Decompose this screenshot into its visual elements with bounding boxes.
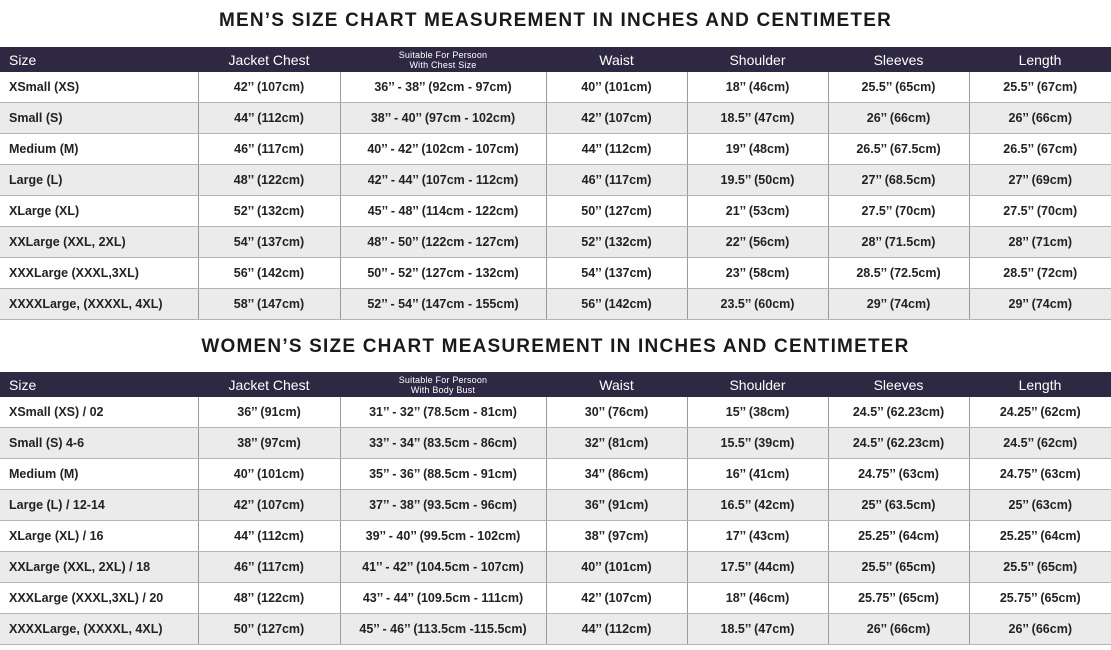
women-cell-size: Medium (M) (0, 459, 198, 490)
women-cell-jacket-chest: 44’’ (112cm) (198, 521, 340, 552)
women-cell-waist: 44’’ (112cm) (546, 614, 687, 645)
table-row (0, 552, 1111, 583)
women-cell-jacket-chest: 46’’ (117cm) (198, 552, 340, 583)
men-cell-length: 29’’ (74cm) (969, 289, 1111, 320)
women-header-suitable-line1: Suitable For Persoon (398, 374, 488, 385)
women-cell-length: 24.5’’ (62cm) (969, 428, 1111, 459)
women-header-size: Size (0, 372, 198, 397)
men-cell-waist: 54’’ (137cm) (546, 258, 687, 289)
women-cell-suitable: 41’’ - 42’’ (104.5cm - 107cm) (340, 552, 546, 583)
women-cell-size: Small (S) 4-6 (0, 428, 198, 459)
table-row (0, 397, 1111, 428)
men-header-suitable-line1: Suitable For Persoon (398, 49, 488, 60)
men-cell-sleeves: 28’’ (71.5cm) (828, 227, 969, 258)
women-cell-shoulder: 16’’ (41cm) (687, 459, 828, 490)
women-cell-shoulder: 16.5’’ (42cm) (687, 490, 828, 521)
women-cell-waist: 36’’ (91cm) (546, 490, 687, 521)
women-cell-jacket-chest: 40’’ (101cm) (198, 459, 340, 490)
table-row (0, 103, 1111, 134)
table-row (0, 134, 1111, 165)
men-cell-jacket-chest: 42’’ (107cm) (198, 72, 340, 103)
table-row (0, 165, 1111, 196)
women-cell-size: XLarge (XL) / 16 (0, 521, 198, 552)
women-cell-waist: 42’’ (107cm) (546, 583, 687, 614)
men-cell-waist: 40’’ (101cm) (546, 72, 687, 103)
women-cell-jacket-chest: 36’’ (91cm) (198, 397, 340, 428)
table-row (0, 459, 1111, 490)
men-cell-jacket-chest: 54’’ (137cm) (198, 227, 340, 258)
women-cell-length: 24.25’’ (62cm) (969, 397, 1111, 428)
women-header-waist: Waist (546, 372, 687, 397)
table-row (0, 614, 1111, 645)
women-cell-waist: 32’’ (81cm) (546, 428, 687, 459)
women-cell-sleeves: 25.5’’ (65cm) (828, 552, 969, 583)
women-cell-waist: 34’’ (86cm) (546, 459, 687, 490)
men-cell-size: XLarge (XL) (0, 196, 198, 227)
women-cell-waist: 40’’ (101cm) (546, 552, 687, 583)
women-cell-length: 25.5’’ (65cm) (969, 552, 1111, 583)
men-cell-suitable: 36’’ - 38’’ (92cm - 97cm) (340, 72, 546, 103)
women-cell-shoulder: 15.5’’ (39cm) (687, 428, 828, 459)
men-header-row (0, 47, 1111, 72)
table-row (0, 289, 1111, 320)
men-cell-jacket-chest: 52’’ (132cm) (198, 196, 340, 227)
men-cell-length: 25.5’’ (67cm) (969, 72, 1111, 103)
women-header-shoulder: Shoulder (687, 372, 828, 397)
men-cell-suitable: 52’’ - 54’’ (147cm - 155cm) (340, 289, 546, 320)
women-cell-size: XXLarge (XXL, 2XL) / 18 (0, 552, 198, 583)
women-cell-waist: 38’’ (97cm) (546, 521, 687, 552)
men-cell-length: 28.5’’ (72cm) (969, 258, 1111, 289)
women-cell-size: XXXXLarge, (XXXXL, 4XL) (0, 614, 198, 645)
men-cell-shoulder: 19.5’’ (50cm) (687, 165, 828, 196)
women-cell-sleeves: 24.75’’ (63cm) (828, 459, 969, 490)
women-cell-suitable: 33’’ - 34’’ (83.5cm - 86cm) (340, 428, 546, 459)
women-cell-sleeves: 24.5’’ (62.23cm) (828, 397, 969, 428)
men-cell-size: XSmall (XS) (0, 72, 198, 103)
women-cell-length: 25.75’’ (65cm) (969, 583, 1111, 614)
women-header-suitable (340, 372, 546, 397)
men-header-length: Length (969, 47, 1111, 72)
women-cell-sleeves: 25’’ (63.5cm) (828, 490, 969, 521)
women-cell-sleeves: 25.75’’ (65cm) (828, 583, 969, 614)
women-cell-length: 25’’ (63cm) (969, 490, 1111, 521)
men-cell-shoulder: 18’’ (46cm) (687, 72, 828, 103)
table-row (0, 72, 1111, 103)
men-cell-length: 27.5’’ (70cm) (969, 196, 1111, 227)
women-cell-shoulder: 17.5’’ (44cm) (687, 552, 828, 583)
women-cell-suitable: 35’’ - 36’’ (88.5cm - 91cm) (340, 459, 546, 490)
men-cell-jacket-chest: 48’’ (122cm) (198, 165, 340, 196)
men-cell-waist: 56’’ (142cm) (546, 289, 687, 320)
men-cell-shoulder: 19’’ (48cm) (687, 134, 828, 165)
women-header-row (0, 372, 1111, 397)
table-row (0, 428, 1111, 459)
women-header-suitable-line2: With Body Bust (410, 384, 476, 395)
men-cell-size: XXXLarge (XXXL,3XL) (0, 258, 198, 289)
men-header-suitable (340, 47, 546, 72)
men-table-body (0, 72, 1111, 320)
women-chart-title: WOMEN’S SIZE CHART MEASUREMENT IN INCHES AND CENTIMETER (201, 336, 910, 357)
women-header-length: Length (969, 372, 1111, 397)
men-header-jacket-chest: Jacket Chest (198, 47, 340, 72)
women-cell-shoulder: 15’’ (38cm) (687, 397, 828, 428)
men-cell-size: Large (L) (0, 165, 198, 196)
men-cell-suitable: 50’’ - 52’’ (127cm - 132cm) (340, 258, 546, 289)
women-cell-length: 25.25’’ (64cm) (969, 521, 1111, 552)
men-cell-waist: 42’’ (107cm) (546, 103, 687, 134)
men-cell-suitable: 45’’ - 48’’ (114cm - 122cm) (340, 196, 546, 227)
men-header-shoulder: Shoulder (687, 47, 828, 72)
women-cell-jacket-chest: 48’’ (122cm) (198, 583, 340, 614)
women-cell-suitable: 37’’ - 38’’ (93.5cm - 96cm) (340, 490, 546, 521)
women-cell-jacket-chest: 42’’ (107cm) (198, 490, 340, 521)
men-cell-sleeves: 25.5’’ (65cm) (828, 72, 969, 103)
men-cell-shoulder: 18.5’’ (47cm) (687, 103, 828, 134)
men-cell-length: 26.5’’ (67cm) (969, 134, 1111, 165)
women-cell-waist: 30’’ (76cm) (546, 397, 687, 428)
men-cell-jacket-chest: 56’’ (142cm) (198, 258, 340, 289)
men-cell-suitable: 48’’ - 50’’ (122cm - 127cm) (340, 227, 546, 258)
men-cell-size: XXXXLarge, (XXXXL, 4XL) (0, 289, 198, 320)
men-cell-waist: 44’’ (112cm) (546, 134, 687, 165)
men-cell-waist: 50’’ (127cm) (546, 196, 687, 227)
women-cell-length: 26’’ (66cm) (969, 614, 1111, 645)
women-size-table (0, 372, 1111, 645)
women-cell-jacket-chest: 50’’ (127cm) (198, 614, 340, 645)
women-cell-length: 24.75’’ (63cm) (969, 459, 1111, 490)
men-cell-jacket-chest: 58’’ (147cm) (198, 289, 340, 320)
men-cell-waist: 46’’ (117cm) (546, 165, 687, 196)
men-cell-suitable: 38’’ - 40’’ (97cm - 102cm) (340, 103, 546, 134)
women-cell-sleeves: 26’’ (66cm) (828, 614, 969, 645)
women-cell-shoulder: 18’’ (46cm) (687, 583, 828, 614)
women-cell-size: Large (L) / 12-14 (0, 490, 198, 521)
table-row (0, 583, 1111, 614)
men-cell-shoulder: 21’’ (53cm) (687, 196, 828, 227)
men-cell-sleeves: 28.5’’ (72.5cm) (828, 258, 969, 289)
table-row (0, 258, 1111, 289)
men-chart-title: MEN’S SIZE CHART MEASUREMENT IN INCHES AND CENTIMETER (218, 10, 893, 31)
women-cell-size: XSmall (XS) / 02 (0, 397, 198, 428)
women-cell-sleeves: 24.5’’ (62.23cm) (828, 428, 969, 459)
men-header-waist: Waist (546, 47, 687, 72)
men-cell-waist: 52’’ (132cm) (546, 227, 687, 258)
men-cell-shoulder: 23’’ (58cm) (687, 258, 828, 289)
women-cell-suitable: 45’’ - 46’’ (113.5cm -115.5cm) (340, 614, 546, 645)
men-cell-jacket-chest: 46’’ (117cm) (198, 134, 340, 165)
men-size-table (0, 47, 1111, 320)
women-header-sleeves: Sleeves (828, 372, 969, 397)
men-header-suitable-line2: With Chest Size (409, 59, 477, 70)
women-table-body (0, 397, 1111, 645)
women-cell-suitable: 43’’ - 44’’ (109.5cm - 111cm) (340, 583, 546, 614)
men-cell-length: 27’’ (69cm) (969, 165, 1111, 196)
women-cell-jacket-chest: 38’’ (97cm) (198, 428, 340, 459)
women-cell-suitable: 31’’ - 32’’ (78.5cm - 81cm) (340, 397, 546, 428)
men-cell-sleeves: 26’’ (66cm) (828, 103, 969, 134)
men-cell-shoulder: 22’’ (56cm) (687, 227, 828, 258)
women-header-jacket-chest: Jacket Chest (198, 372, 340, 397)
men-cell-suitable: 40’’ - 42’’ (102cm - 107cm) (340, 134, 546, 165)
women-cell-shoulder: 17’’ (43cm) (687, 521, 828, 552)
men-cell-sleeves: 27’’ (68.5cm) (828, 165, 969, 196)
men-cell-sleeves: 27.5’’ (70cm) (828, 196, 969, 227)
table-row (0, 227, 1111, 258)
men-header-sleeves: Sleeves (828, 47, 969, 72)
women-cell-size: XXXLarge (XXXL,3XL) / 20 (0, 583, 198, 614)
table-row (0, 521, 1111, 552)
men-cell-size: Small (S) (0, 103, 198, 134)
men-cell-sleeves: 26.5’’ (67.5cm) (828, 134, 969, 165)
men-cell-jacket-chest: 44’’ (112cm) (198, 103, 340, 134)
men-cell-suitable: 42’’ - 44’’ (107cm - 112cm) (340, 165, 546, 196)
table-row (0, 196, 1111, 227)
women-cell-shoulder: 18.5’’ (47cm) (687, 614, 828, 645)
men-cell-size: XXLarge (XXL, 2XL) (0, 227, 198, 258)
women-cell-sleeves: 25.25’’ (64cm) (828, 521, 969, 552)
men-cell-sleeves: 29’’ (74cm) (828, 289, 969, 320)
women-cell-suitable: 39’’ - 40’’ (99.5cm - 102cm) (340, 521, 546, 552)
men-cell-length: 26’’ (66cm) (969, 103, 1111, 134)
table-row (0, 490, 1111, 521)
men-cell-length: 28’’ (71cm) (969, 227, 1111, 258)
men-cell-shoulder: 23.5’’ (60cm) (687, 289, 828, 320)
men-cell-size: Medium (M) (0, 134, 198, 165)
men-header-size: Size (0, 47, 198, 72)
